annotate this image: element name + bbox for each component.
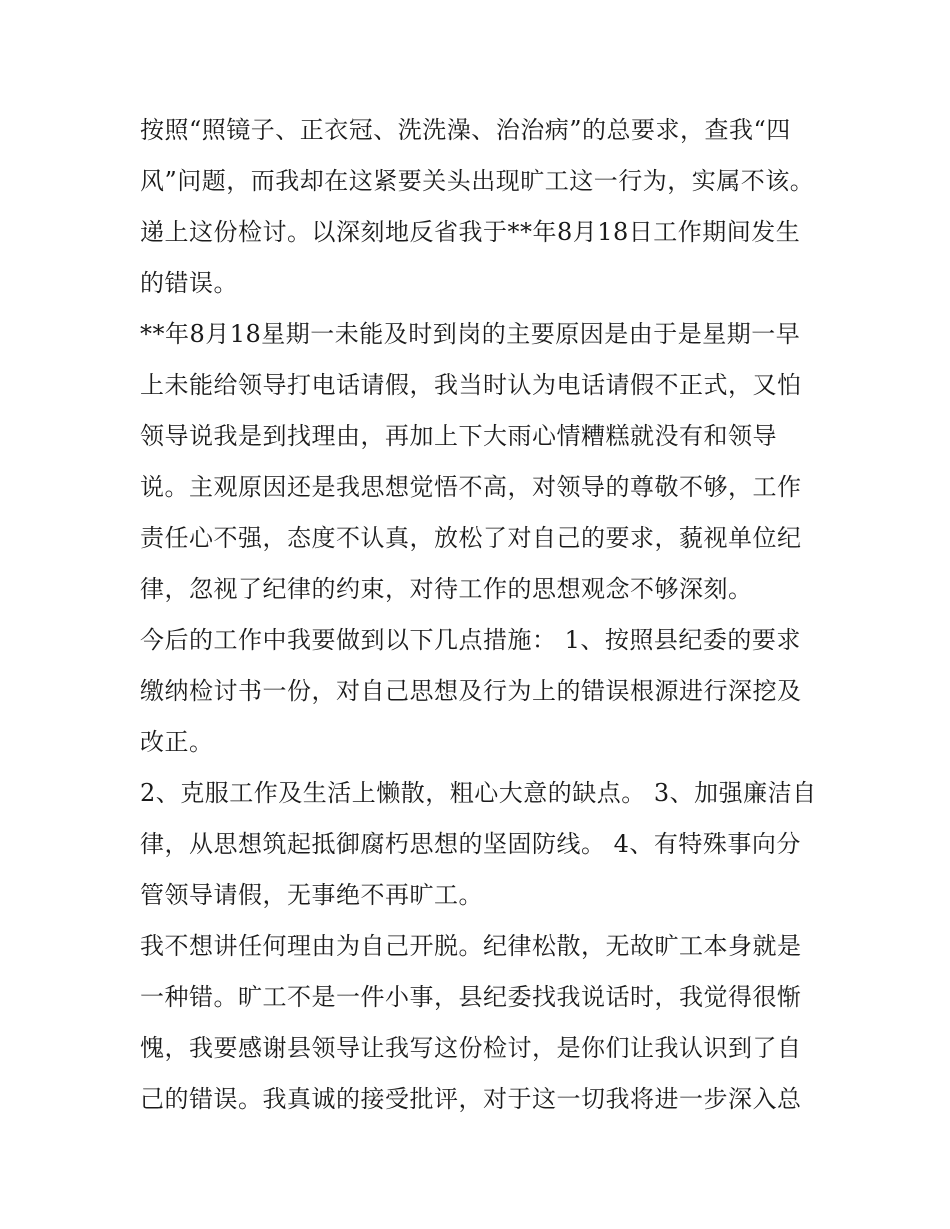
- paragraph-measures-continued: 2、克服工作及生活上懒散，粗心大意的缺点。 3、加强廉洁自律，从思想筑起抵御腐朽思想的坚固防线。 4、有特殊事向分管领导请假，无事绝不再旷工。: [140, 779, 817, 909]
- document-body: [140, 105, 820, 1125]
- paragraph-measures: 今后的工作中我要做到以下几点措施： 1、按照县纪委的要求缴纳检讨书一份，对自己思想及行为上的错误根源进行深挖及改正。: [140, 626, 802, 756]
- paragraph-intro: 按照“照镜子、正衣冠、洗洗澡、治治病”的总要求，查我“四风”问题，而我却在这紧要关头出现旷工这一行为，实属不该。递上这份检讨。以深刻地反省我于**年8月18日工作期间发生的错误。: [140, 116, 815, 297]
- paragraph-reasons: **年8月18星期一未能及时到岗的主要原因是由于是星期一早上未能给领导打电话请假，我当时认为电话请假不正式，又怕领导说我是到找理由，再加上下大雨心情糟糕就没有和领导说。主观原因还是我思想觉悟不高，对领导的尊敬不够，工作责任心不强，态度不认真，放松了对自己的要求，藐视单位纪律，忽视了纪律的约束，对待工作的思想观念不够深刻。: [140, 320, 802, 603]
- paragraph-conclusion: 我不想讲任何理由为自己开脱。纪律松散，无故旷工本身就是一种错。旷工不是一件小事，县纪委找我说话时，我觉得很惭愧，我要感谢县领导让我写这份检讨，是你们让我认识到了自己的错误。我真诚的接受批评，对于这一切我将进一步深入总: [140, 932, 802, 1113]
